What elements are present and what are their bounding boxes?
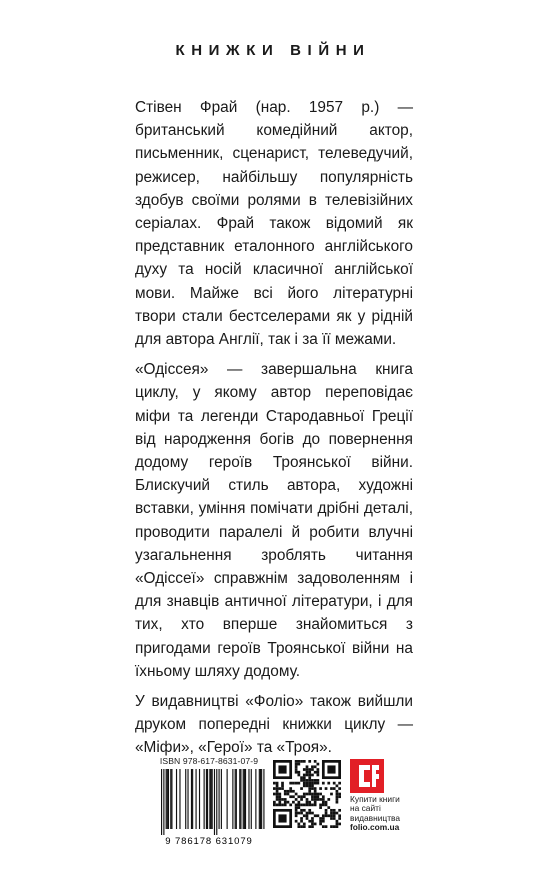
- qr-module: [306, 765, 309, 768]
- qr-module: [317, 795, 320, 798]
- qr-module: [325, 812, 328, 815]
- qr-module: [308, 760, 311, 763]
- qr-module: [338, 793, 341, 796]
- qr-module: [311, 812, 314, 815]
- qr-module: [284, 804, 287, 807]
- barcode-bar: [245, 769, 246, 829]
- qr-module: [314, 765, 317, 768]
- qr-module: [322, 798, 325, 801]
- barcode-bar: [219, 769, 220, 829]
- cf-logo-icon: [350, 759, 384, 793]
- qr-module: [322, 817, 325, 820]
- qr-module: [311, 798, 314, 801]
- qr-module: [281, 782, 284, 785]
- qr-module: [306, 782, 309, 785]
- qr-module: [306, 774, 309, 777]
- qr-module: [314, 771, 317, 774]
- qr-module: [278, 798, 281, 801]
- qr-module: [338, 817, 341, 820]
- qr-module: [308, 787, 311, 790]
- qr-module: [327, 814, 330, 817]
- qr-module: [325, 801, 328, 804]
- qr-module: [308, 793, 311, 796]
- qr-module: [325, 804, 328, 807]
- qr-module: [330, 817, 333, 820]
- barcode: [152, 769, 266, 845]
- qr-module: [300, 795, 303, 798]
- qr-module: [273, 801, 276, 804]
- barcode-bar: [185, 769, 186, 829]
- qr-module: [317, 774, 320, 777]
- qr-module: [330, 814, 333, 817]
- barcode-bar: [259, 769, 260, 829]
- qr-module: [289, 782, 292, 785]
- qr-module: [338, 809, 341, 812]
- qr-module: [336, 820, 339, 823]
- qr-module: [333, 817, 336, 820]
- qr-module: [338, 782, 341, 785]
- qr-module: [276, 804, 279, 807]
- qr-module: [281, 784, 284, 787]
- qr-module: [306, 812, 309, 815]
- qr-module: [295, 768, 298, 771]
- qr-module: [311, 768, 314, 771]
- qr-module: [300, 817, 303, 820]
- barcode-bar: [251, 769, 252, 829]
- qr-module: [311, 774, 314, 777]
- publisher-site-link[interactable]: folio.com.ua: [350, 822, 400, 833]
- qr-code[interactable]: [273, 760, 341, 828]
- barcode-bar: [248, 769, 249, 829]
- qr-module: [325, 809, 328, 812]
- qr-module: [295, 798, 298, 801]
- barcode-bar: [261, 769, 262, 829]
- qr-module: [295, 765, 298, 768]
- qr-module: [297, 823, 300, 826]
- qr-module: [300, 798, 303, 801]
- qr-module: [333, 787, 336, 790]
- qr-module: [303, 768, 306, 771]
- qr-module: [322, 820, 325, 823]
- qr-module: [319, 804, 322, 807]
- qr-module: [306, 798, 309, 801]
- qr-module: [306, 779, 309, 782]
- qr-module: [292, 795, 295, 798]
- qr-module: [308, 790, 311, 793]
- qr-module: [284, 798, 287, 801]
- qr-finder: [278, 814, 286, 822]
- qr-module: [319, 787, 322, 790]
- qr-module: [300, 779, 303, 782]
- qr-module: [273, 782, 276, 785]
- qr-module: [284, 793, 287, 796]
- qr-module: [325, 825, 328, 828]
- qr-module: [322, 814, 325, 817]
- qr-module: [276, 782, 279, 785]
- qr-module: [317, 793, 320, 796]
- qr-module: [333, 825, 336, 828]
- qr-module: [289, 795, 292, 798]
- qr-module: [308, 776, 311, 779]
- qr-module: [317, 782, 320, 785]
- barcode-bar: [212, 769, 213, 829]
- qr-module: [311, 795, 314, 798]
- qr-module: [336, 801, 339, 804]
- barcode-bar: [244, 769, 245, 829]
- qr-module: [297, 812, 300, 815]
- qr-module: [300, 825, 303, 828]
- qr-finder: [327, 765, 335, 773]
- barcode-bar: [236, 769, 237, 829]
- barcode-bar: [209, 769, 210, 829]
- qr-module: [317, 771, 320, 774]
- caption-line: на сайті: [350, 803, 381, 814]
- qr-module: [317, 763, 320, 766]
- qr-module: [297, 806, 300, 809]
- qr-module: [303, 823, 306, 826]
- barcode-bar: [227, 769, 228, 829]
- qr-module: [276, 798, 279, 801]
- qr-module: [314, 795, 317, 798]
- qr-module: [314, 787, 317, 790]
- qr-module: [306, 784, 309, 787]
- barcode-bar: [192, 769, 193, 829]
- qr-module: [306, 793, 309, 796]
- qr-module: [303, 776, 306, 779]
- barcode-bar: [210, 769, 211, 829]
- qr-module: [336, 823, 339, 826]
- qr-module: [297, 804, 300, 807]
- barcode-bar: [163, 769, 164, 835]
- qr-module: [308, 782, 311, 785]
- qr-module: [303, 795, 306, 798]
- barcode-bar: [235, 769, 236, 829]
- qr-module: [284, 790, 287, 793]
- qr-module: [314, 798, 317, 801]
- qr-module: [295, 820, 298, 823]
- qr-module: [303, 809, 306, 812]
- qr-module: [295, 793, 298, 796]
- qr-module: [325, 814, 328, 817]
- qr-module: [289, 787, 292, 790]
- barcode-bar: [196, 769, 197, 829]
- qr-module: [289, 804, 292, 807]
- barcode-bar: [176, 769, 177, 829]
- qr-module: [308, 809, 311, 812]
- qr-module: [333, 782, 336, 785]
- qr-module: [306, 814, 309, 817]
- qr-module: [308, 774, 311, 777]
- qr-module: [276, 790, 279, 793]
- qr-module: [311, 823, 314, 826]
- qr-module: [297, 795, 300, 798]
- qr-module: [303, 779, 306, 782]
- qr-module: [314, 782, 317, 785]
- qr-module: [336, 795, 339, 798]
- qr-module: [295, 782, 298, 785]
- qr-module: [303, 793, 306, 796]
- qr-module: [308, 768, 311, 771]
- qr-module: [311, 784, 314, 787]
- qr-module: [306, 801, 309, 804]
- qr-module: [319, 806, 322, 809]
- qr-module: [297, 782, 300, 785]
- qr-module: [300, 760, 303, 763]
- qr-module: [278, 804, 281, 807]
- qr-module: [276, 784, 279, 787]
- qr-module: [278, 787, 281, 790]
- qr-module: [276, 795, 279, 798]
- qr-module: [314, 779, 317, 782]
- qr-module: [303, 825, 306, 828]
- barcode-bar: [207, 769, 208, 829]
- qr-module: [338, 795, 341, 798]
- qr-module: [311, 825, 314, 828]
- qr-module: [284, 801, 287, 804]
- qr-module: [276, 787, 279, 790]
- barcode-bar: [263, 769, 264, 829]
- qr-module: [273, 804, 276, 807]
- qr-module: [278, 801, 281, 804]
- qr-module: [303, 760, 306, 763]
- qr-module: [319, 820, 322, 823]
- qr-module: [325, 787, 328, 790]
- qr-module: [314, 814, 317, 817]
- barcode-bar: [214, 769, 215, 835]
- qr-module: [278, 793, 281, 796]
- qr-module: [306, 768, 309, 771]
- qr-module: [297, 825, 300, 828]
- qr-module: [330, 787, 333, 790]
- qr-module: [308, 771, 311, 774]
- barcode-bar: [199, 769, 200, 829]
- qr-module: [273, 787, 276, 790]
- qr-module: [297, 763, 300, 766]
- qr-module: [303, 784, 306, 787]
- barcode-bar: [221, 769, 222, 829]
- barcode-bar: [216, 769, 217, 835]
- publisher-logo[interactable]: [350, 759, 384, 793]
- barcode-bar: [167, 769, 168, 829]
- qr-module: [314, 793, 317, 796]
- isbn-label: ISBN 978-617-8631-07-9: [159, 756, 259, 766]
- qr-module: [300, 776, 303, 779]
- qr-module: [336, 825, 339, 828]
- qr-module: [287, 790, 290, 793]
- qr-module: [330, 812, 333, 815]
- qr-module: [311, 820, 314, 823]
- qr-module: [333, 814, 336, 817]
- qr-module: [287, 801, 290, 804]
- series-title: КНИЖКИ ВІЙНИ: [175, 42, 371, 59]
- qr-module: [330, 809, 333, 812]
- qr-module: [333, 812, 336, 815]
- barcode-bar: [240, 769, 241, 829]
- qr-module: [314, 823, 317, 826]
- qr-module: [327, 806, 330, 809]
- qr-module: [311, 787, 314, 790]
- qr-module: [306, 804, 309, 807]
- qr-module: [303, 774, 306, 777]
- qr-module: [336, 812, 339, 815]
- qr-module: [278, 795, 281, 798]
- barcode-bar: [191, 769, 192, 829]
- qr-module: [308, 779, 311, 782]
- qr-module: [281, 804, 284, 807]
- caption-line: Купити книги: [350, 794, 400, 804]
- publisher-caption: [350, 795, 410, 833]
- qr-module: [300, 809, 303, 812]
- qr-module: [306, 817, 309, 820]
- qr-module: [292, 782, 295, 785]
- qr-module: [273, 793, 276, 796]
- qr-module: [308, 812, 311, 815]
- qr-module: [322, 825, 325, 828]
- qr-module: [295, 806, 298, 809]
- qr-module: [314, 801, 317, 804]
- qr-module: [338, 823, 341, 826]
- qr-module: [314, 804, 317, 807]
- qr-module: [303, 804, 306, 807]
- qr-module: [322, 801, 325, 804]
- qr-module: [311, 782, 314, 785]
- qr-module: [281, 787, 284, 790]
- qr-module: [317, 798, 320, 801]
- qr-module: [333, 809, 336, 812]
- qr-module: [311, 793, 314, 796]
- qr-module: [330, 793, 333, 796]
- barcode-bar: [161, 769, 162, 835]
- qr-module: [322, 804, 325, 807]
- qr-module: [314, 760, 317, 763]
- qr-module: [303, 782, 306, 785]
- qr-module: [295, 809, 298, 812]
- qr-module: [319, 823, 322, 826]
- qr-module: [289, 790, 292, 793]
- qr-module: [308, 804, 311, 807]
- qr-module: [308, 825, 311, 828]
- barcode-bar: [168, 769, 169, 829]
- qr-module: [297, 760, 300, 763]
- qr-module: [322, 782, 325, 785]
- qr-module: [308, 801, 311, 804]
- qr-module: [292, 801, 295, 804]
- qr-module: [300, 804, 303, 807]
- qr-module: [322, 795, 325, 798]
- qr-module: [276, 793, 279, 796]
- barcode-bar: [204, 769, 205, 829]
- barcode-bar: [239, 769, 240, 829]
- qr-finder: [278, 765, 286, 773]
- qr-module: [311, 765, 314, 768]
- qr-module: [317, 779, 320, 782]
- description: [135, 96, 413, 767]
- qr-module: [303, 814, 306, 817]
- qr-module: [297, 774, 300, 777]
- qr-module: [297, 771, 300, 774]
- qr-module: [300, 820, 303, 823]
- qr-module: [330, 825, 333, 828]
- qr-module: [308, 820, 311, 823]
- paragraph-author: Стівен Фрай (нар. 1957 р.) — британський комедійний актор, письменник, сценарист, телеведучий, режисер, найбільшу популярність здобув своїми ролями в телевізійних серіалах. Фрай також відомий як представник еталонного англійського духу та носій класичної англійської мови. Майже всі його літературні твори стали бестселерами як у рідній для автора Англії, так і за її межами.: [135, 99, 413, 349]
- barcode-bar: [166, 769, 167, 829]
- barcode-bar: [170, 769, 171, 829]
- qr-module: [336, 790, 339, 793]
- barcode-bar: [179, 769, 180, 829]
- qr-module: [300, 812, 303, 815]
- qr-module: [297, 801, 300, 804]
- qr-module: [336, 798, 339, 801]
- qr-module: [281, 798, 284, 801]
- barcode-bar: [171, 769, 172, 829]
- qr-module: [314, 790, 317, 793]
- barcode-bar: [260, 769, 261, 829]
- qr-module: [327, 782, 330, 785]
- qr-module: [295, 760, 298, 763]
- qr-module: [295, 771, 298, 774]
- qr-module: [336, 784, 339, 787]
- paragraph-book: «Одіссея» — завершальна книга циклу, у якому автор переповідає міфи та легенди Стародавньої Греції від народження богів до повернення додому героїв Троянської війни. Блискучий стиль автора, художні вставки, уміння помічати дрібні деталі, проводити паралелі й робити влучні узагальнення зроблять читання «Одіссеї» справжнім задоволенням і для знавців античної літератури, і для тих, хто вперше знайомиться з пригодами героїв Троянської війни на їхньому шляху додому.: [135, 361, 413, 680]
- barcode-bar: [255, 769, 256, 829]
- qr-module: [311, 804, 314, 807]
- qr-module: [336, 793, 339, 796]
- qr-module: [319, 793, 322, 796]
- caption-line: видавництва: [350, 812, 401, 823]
- qr-module: [317, 768, 320, 771]
- qr-module: [319, 798, 322, 801]
- qr-module: [311, 779, 314, 782]
- qr-module: [292, 790, 295, 793]
- qr-module: [306, 771, 309, 774]
- barcode-bar: [232, 769, 233, 829]
- qr-module: [295, 763, 298, 766]
- qr-module: [295, 812, 298, 815]
- barcode-bar: [187, 769, 188, 829]
- qr-module: [287, 793, 290, 796]
- barcode-bar: [206, 769, 207, 829]
- barcode-digits: 9 786178 631079: [165, 836, 253, 845]
- qr-module: [311, 817, 314, 820]
- qr-module: [300, 787, 303, 790]
- qr-module: [295, 814, 298, 817]
- qr-module: [338, 787, 341, 790]
- qr-module: [319, 817, 322, 820]
- qr-module: [338, 814, 341, 817]
- qr-module: [317, 814, 320, 817]
- qr-module: [308, 784, 311, 787]
- qr-module: [327, 798, 330, 801]
- isbn-block: [152, 756, 266, 845]
- paragraph-series: У видавництві «Фоліо» також вийшли друком попередні книжки циклу — «Міфи», «Герої» та «Троя».: [135, 693, 413, 757]
- qr-module: [295, 804, 298, 807]
- barcode-bar: [243, 769, 244, 829]
